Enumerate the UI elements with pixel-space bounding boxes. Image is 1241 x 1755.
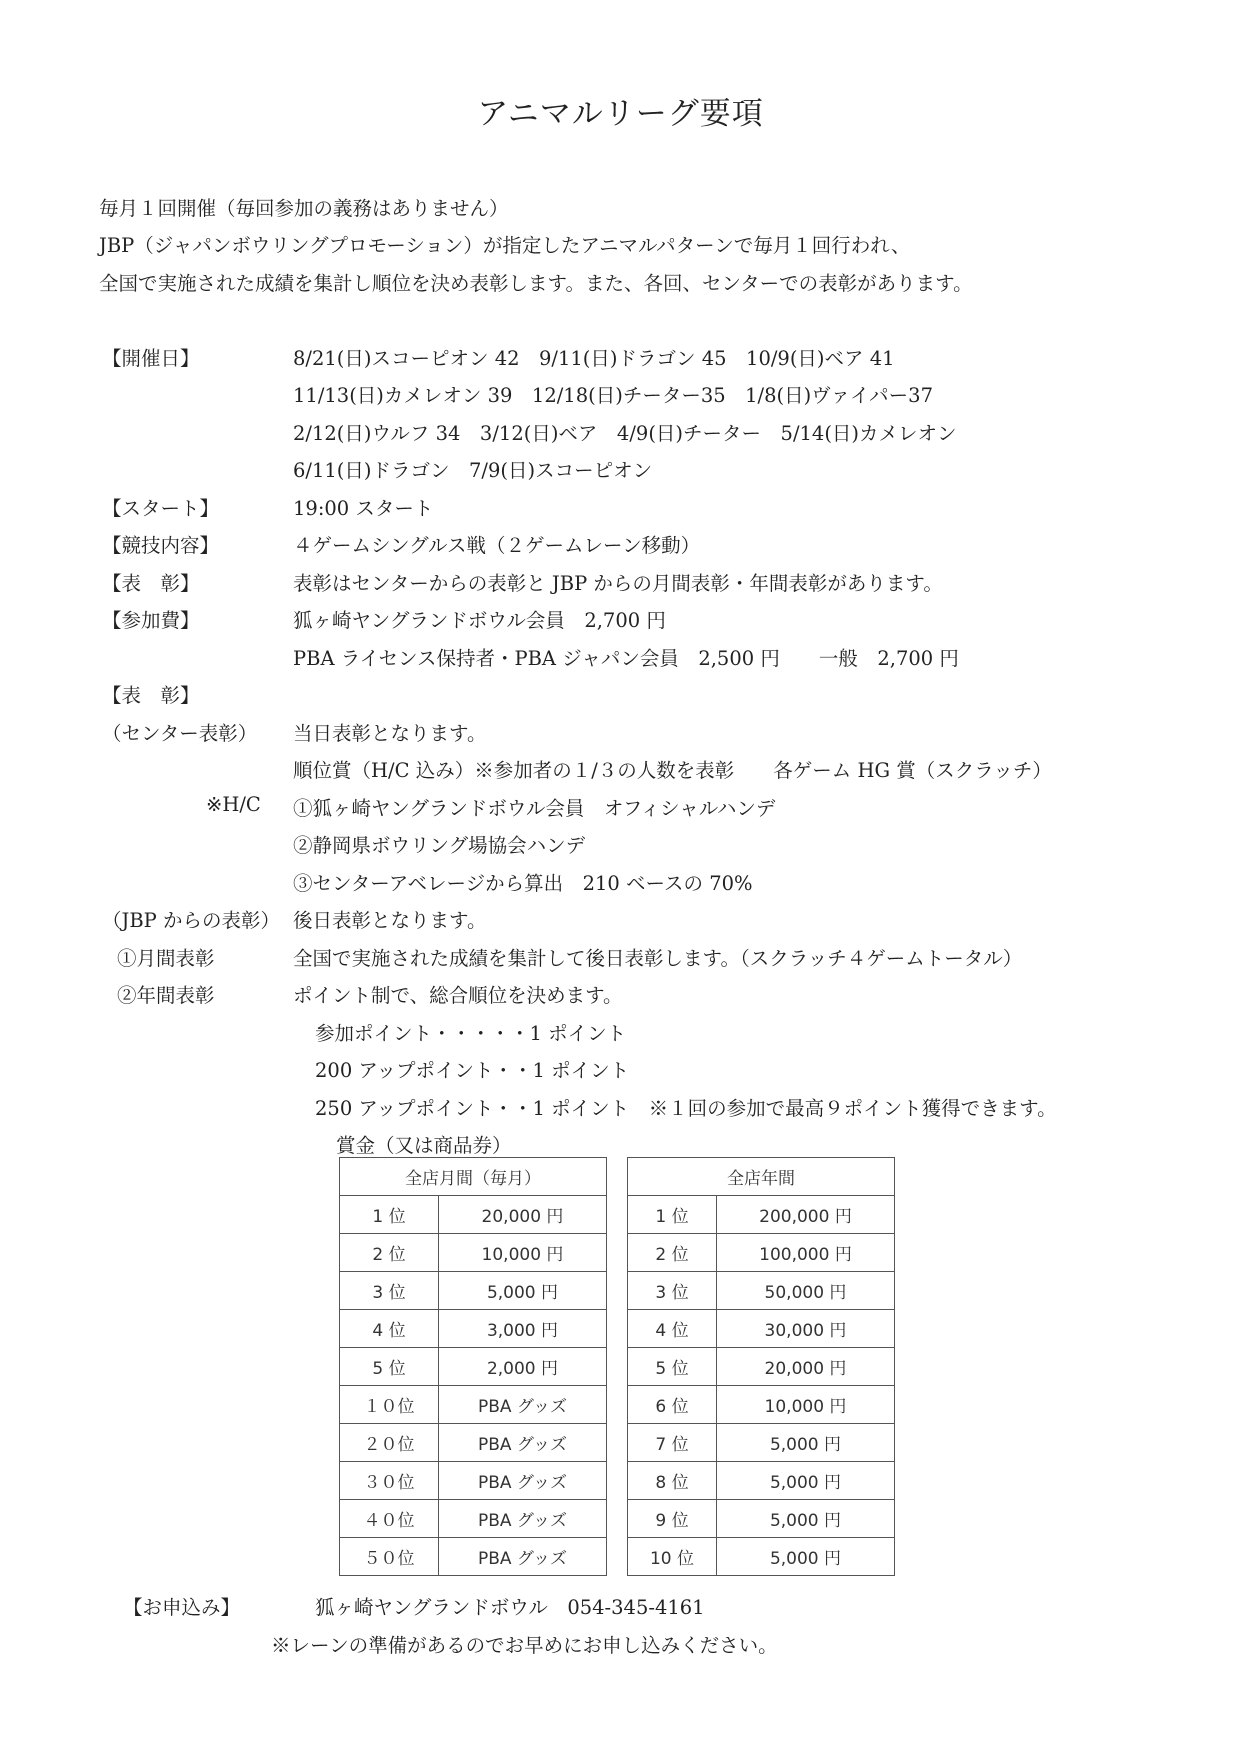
prize-cell: 5,000 円 [717, 1538, 895, 1576]
prize-cell: 10,000 円 [717, 1386, 895, 1424]
rank-cell: 1 位 [628, 1196, 717, 1234]
event-value: ４ゲームシングルス戦（２ゲームレーン移動） [293, 534, 701, 557]
prize-cell: 2,000 円 [439, 1348, 607, 1386]
prize-heading: 賞金（又は商品券） [336, 1134, 512, 1157]
start-label: 【スタート】 [102, 497, 220, 520]
prize-cell: 5,000 円 [717, 1462, 895, 1500]
rank-cell: 5 位 [628, 1348, 717, 1386]
center-award-line-2: 順位賞（H/C 込み）※参加者の１/３の人数を表彰 各ゲーム HG 賞（スクラッチ） [293, 759, 1052, 782]
monthly-table-header: 全店月間（毎月） [340, 1158, 607, 1196]
intro-line-3: 全国で実施された成績を集計し順位を決め表彰します。また、各回、センターでの表彰があります。 [99, 272, 973, 295]
rank-cell: ４０位 [340, 1500, 439, 1538]
table-row [628, 1234, 895, 1272]
table-row [628, 1348, 895, 1386]
fee-line-2: PBA ライセンス保持者・PBA ジャパン会員 2,500 円 一般 2,700 円 [293, 647, 959, 670]
rank-cell: 3 位 [340, 1272, 439, 1310]
monthly-award-value: 全国で実施された成績を集計して後日表彰します。（スクラッチ４ゲームトータル） [293, 947, 1023, 970]
jbp-award-label: （JBP からの表彰） [102, 909, 280, 932]
prize-cell: 10,000 円 [439, 1234, 607, 1272]
rank-cell: 2 位 [628, 1234, 717, 1272]
table-row [628, 1462, 895, 1500]
prize-cell: 20,000 円 [439, 1196, 607, 1234]
award-label: 【表 彰】 [102, 572, 200, 595]
table-row [340, 1538, 607, 1576]
monthly-award-label: ①月間表彰 [117, 947, 215, 970]
prize-cell: 5,000 円 [717, 1500, 895, 1538]
fee-label: 【参加費】 [102, 609, 200, 632]
table-row [340, 1462, 607, 1500]
schedule-label: 【開催日】 [102, 347, 200, 370]
yearly-table-header: 全店年間 [628, 1158, 895, 1196]
rank-cell: 10 位 [628, 1538, 717, 1576]
apply-label: 【お申込み】 [123, 1596, 241, 1619]
rank-cell: １０位 [340, 1386, 439, 1424]
rank-cell: 6 位 [628, 1386, 717, 1424]
table-row [340, 1310, 607, 1348]
event-label: 【競技内容】 [102, 534, 220, 557]
prize-cell: 5,000 円 [717, 1424, 895, 1462]
prize-cell: 30,000 円 [717, 1310, 895, 1348]
fee-line-1: 狐ヶ崎ヤングランドボウル会員 2,700 円 [293, 609, 666, 632]
page-title: アニマルリーグ要項 [477, 96, 764, 132]
points-line-3: 250 アップポイント・・1 ポイント ※１回の参加で最高９ポイント獲得できます。 [315, 1097, 1057, 1120]
rank-cell: 3 位 [628, 1272, 717, 1310]
rank-cell: 7 位 [628, 1424, 717, 1462]
table-row [340, 1196, 607, 1234]
prize-cell: 50,000 円 [717, 1272, 895, 1310]
handicap-line-3: ③センターアベレージから算出 210 ベースの 70% [293, 872, 753, 895]
schedule-line-3: 2/12(日)ウルフ 34 3/12(日)ベア 4/9(日)チーター 5/14(日)カメレオン [293, 422, 957, 445]
schedule-line-1: 8/21(日)スコーピオン 42 9/11(日)ドラゴン 45 10/9(日)ベア 41 [293, 347, 895, 370]
table-row [340, 1424, 607, 1462]
monthly-prize-table [339, 1157, 607, 1576]
table-row [628, 1272, 895, 1310]
prize-cell: PBA グッズ [439, 1424, 607, 1462]
rank-cell: 9 位 [628, 1500, 717, 1538]
schedule-line-2: 11/13(日)カメレオン 39 12/18(日)チーター35 1/8(日)ヴァイパー37 [293, 384, 933, 407]
center-award-label: （センター表彰） [102, 722, 258, 745]
table-row [628, 1500, 895, 1538]
prize-cell: PBA グッズ [439, 1386, 607, 1424]
table-row [340, 1386, 607, 1424]
apply-value: 狐ヶ崎ヤングランドボウル 054-345-4161 [315, 1596, 705, 1619]
table-row [628, 1386, 895, 1424]
rank-cell: ５０位 [340, 1538, 439, 1576]
jbp-award-line-1: 後日表彰となります。 [293, 909, 487, 932]
table-row [340, 1234, 607, 1272]
prize-cell: PBA グッズ [439, 1500, 607, 1538]
prize-cell: PBA グッズ [439, 1538, 607, 1576]
center-award-line-1: 当日表彰となります。 [293, 722, 487, 745]
apply-note: ※レーンの準備があるのでお早めにお申し込みください。 [271, 1634, 778, 1657]
rank-cell: 4 位 [628, 1310, 717, 1348]
rank-cell: ３０位 [340, 1462, 439, 1500]
rank-cell: ２０位 [340, 1424, 439, 1462]
prize-cell: 5,000 円 [439, 1272, 607, 1310]
handicap-label: ※H/C [206, 793, 261, 816]
rank-cell: 8 位 [628, 1462, 717, 1500]
table-header-row [628, 1158, 895, 1196]
prize-cell: 3,000 円 [439, 1310, 607, 1348]
points-line-1: 参加ポイント・・・・・1 ポイント [315, 1022, 627, 1045]
rank-cell: 4 位 [340, 1310, 439, 1348]
schedule-line-4: 6/11(日)ドラゴン 7/9(日)スコーピオン [293, 459, 653, 482]
yearly-award-label: ②年間表彰 [117, 984, 215, 1007]
table-row [628, 1538, 895, 1576]
handicap-line-2: ②静岡県ボウリング場協会ハンデ [293, 834, 586, 857]
points-line-2: 200 アップポイント・・1 ポイント [315, 1059, 630, 1082]
table-header-row [340, 1158, 607, 1196]
yearly-prize-table [627, 1157, 895, 1576]
prize-cell: 100,000 円 [717, 1234, 895, 1272]
award-value: 表彰はセンターからの表彰と JBP からの月間表彰・年間表彰があります。 [293, 572, 943, 595]
table-row [628, 1196, 895, 1234]
rank-cell: 1 位 [340, 1196, 439, 1234]
intro-line-2: JBP（ジャパンボウリングプロモーション）が指定したアニマルパターンで毎月１回行われ、 [99, 234, 911, 257]
prize-cell: 200,000 円 [717, 1196, 895, 1234]
handicap-line-1: ①狐ヶ崎ヤングランドボウル会員 オフィシャルハンデ [293, 797, 776, 820]
table-row [340, 1500, 607, 1538]
table-row [628, 1424, 895, 1462]
table-row [340, 1272, 607, 1310]
award2-label: 【表 彰】 [102, 684, 200, 707]
prize-cell: 20,000 円 [717, 1348, 895, 1386]
table-row [628, 1310, 895, 1348]
rank-cell: 5 位 [340, 1348, 439, 1386]
rank-cell: 2 位 [340, 1234, 439, 1272]
start-value: 19:00 スタート [293, 497, 434, 520]
yearly-award-value: ポイント制で、総合順位を決めます。 [293, 984, 623, 1007]
prize-cell: PBA グッズ [439, 1462, 607, 1500]
table-row [340, 1348, 607, 1386]
intro-line-1: 毎月１回開催（毎回参加の義務はありません） [99, 197, 509, 220]
